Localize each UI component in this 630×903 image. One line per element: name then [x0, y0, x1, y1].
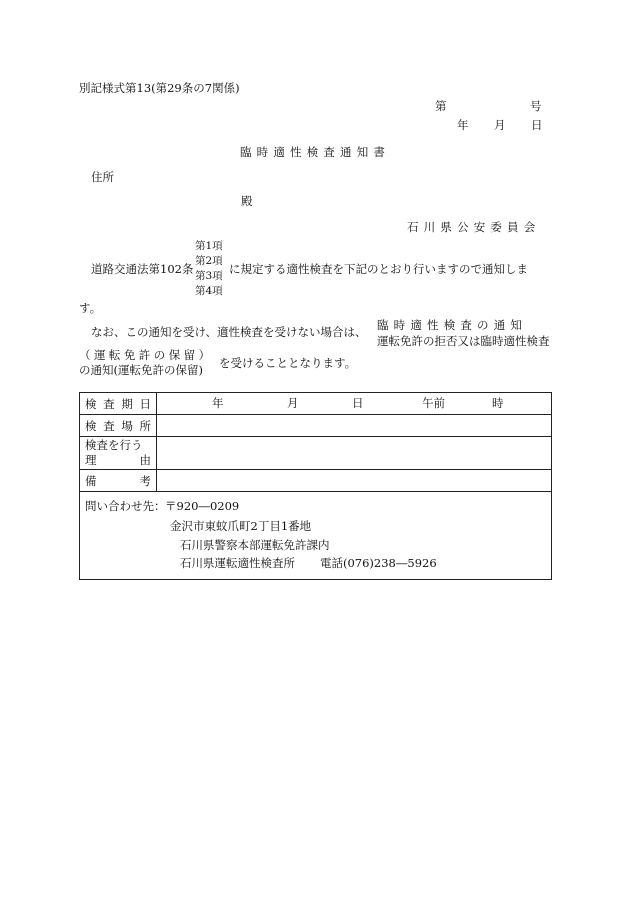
row-label-place: 検 査 場 所 — [80, 415, 157, 437]
doc-number-prefix: 第 — [435, 99, 447, 113]
option-b: 運転免許の拒否又は臨時適性検査 — [377, 334, 550, 348]
honorific: 殿 — [241, 194, 253, 208]
contact-phone: 電話(076)238―5926 — [320, 556, 437, 570]
date-hour-field: 時 — [492, 396, 504, 410]
issuer: 石川県公安委員会 — [407, 220, 541, 234]
table-row — [80, 415, 552, 437]
contact-office-2: 石川県運転適性検査所 — [180, 556, 295, 570]
date-month-field: 月 — [287, 396, 299, 410]
clause-3: 第3項 — [195, 270, 223, 282]
date-am-field: 午前 — [422, 396, 445, 410]
table-row — [80, 437, 552, 470]
row-value-reason — [157, 437, 552, 470]
form-number: 別記様式第13(第29条の7関係) — [79, 81, 240, 95]
contact-block — [79, 490, 552, 580]
table-row — [80, 470, 552, 492]
reason-label-line2: 理 由 — [85, 453, 151, 467]
date-year: 年 — [457, 118, 469, 132]
document-title: 臨時適性検査通知書 — [240, 145, 391, 159]
clause-2: 第2項 — [195, 255, 223, 267]
notice-prefix: なお、この通知を受け、適性検査を受けない場合は、 — [91, 325, 367, 339]
row-label-reason — [80, 437, 157, 470]
paren-left-b: の通知(運転免許の保留) — [79, 363, 203, 377]
notice-suffix: を受けることとなります。 — [219, 356, 357, 370]
clause-4: 第4項 — [195, 285, 223, 297]
date-year-field: 年 — [212, 396, 224, 410]
row-value-place — [157, 415, 552, 437]
paren-left-a: （運転免許の保留） — [79, 348, 214, 362]
law-reference: 道路交通法第102条 — [91, 262, 194, 276]
inspection-table — [79, 392, 552, 492]
contact-postal: 〒920―0209 — [165, 499, 240, 513]
table-row — [80, 393, 552, 415]
contact-label: 問い合わせ先： — [85, 499, 166, 513]
date-day: 日 — [531, 118, 543, 132]
reason-label-line1: 検査を行う — [85, 438, 143, 453]
option-a: 臨時適性検査の通知 — [377, 318, 528, 332]
main-text: に規定する適性検査を下記のとおり行いますので通知しま — [229, 262, 528, 276]
address-label: 住所 — [91, 170, 114, 184]
contact-address: 金沢市東蚊爪町2丁目1番地 — [170, 519, 312, 533]
row-value-date — [157, 393, 552, 415]
date-day-field: 日 — [352, 396, 364, 410]
row-label-date: 検 査 期 日 — [80, 393, 157, 415]
doc-number-suffix: 号 — [530, 99, 542, 113]
row-value-remarks — [157, 470, 552, 492]
row-label-remarks: 備 考 — [80, 470, 157, 492]
contact-office-1: 石川県警察本部運転免許課内 — [180, 538, 330, 552]
clause-1: 第1項 — [195, 240, 223, 252]
date-month: 月 — [494, 118, 506, 132]
main-text-continued: す。 — [79, 301, 102, 315]
